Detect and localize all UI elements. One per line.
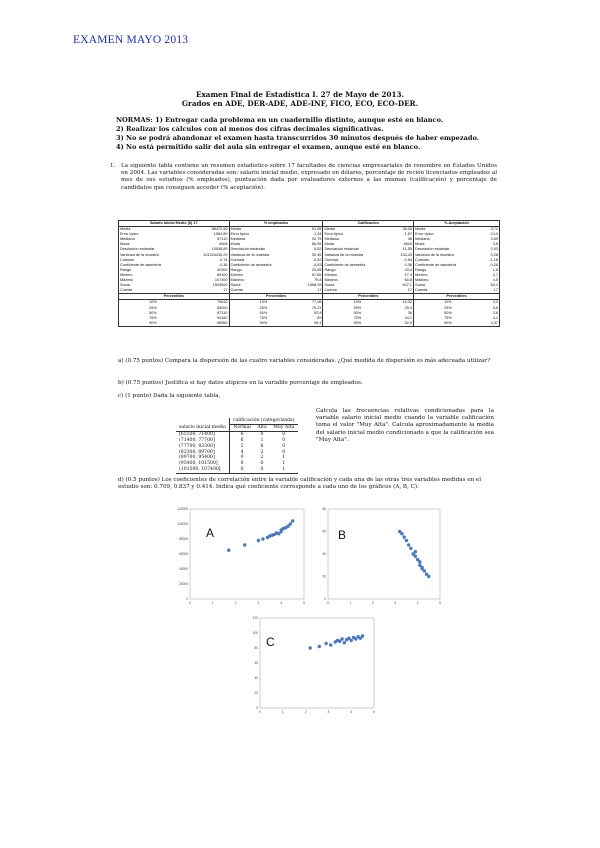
freq-count: 2 — [260, 449, 264, 455]
freq-table-body — [176, 431, 298, 473]
summary-stat-value: 2,7 — [482, 273, 500, 278]
x-tick-label: 3 — [394, 601, 397, 605]
freq-count: 0 — [282, 437, 286, 443]
exam-title: Examen Final de Estadística I. 27 de Mayo de 2013. — [196, 90, 404, 99]
scatter-point — [243, 543, 246, 546]
summary-stat-value: 1,87 — [391, 232, 413, 237]
scatter-plot-c — [240, 612, 380, 720]
summary-table — [118, 220, 500, 327]
summary-stat-label: Mediana — [415, 237, 430, 242]
rule-3: 3) No se podrá abandonar el examen hasta transcurridos 30 minutos después de haber empezado. — [116, 134, 480, 142]
summary-stat-value: #N/A — [391, 242, 413, 247]
x-tick-label: 4 — [416, 601, 419, 605]
summary-stat-label: Moda — [324, 242, 334, 247]
summary-stat-value: 92,79 — [297, 237, 323, 242]
y-tick-label: 40 — [254, 676, 258, 680]
summary-header: % Aceptación — [414, 221, 500, 227]
freq-count: 0 — [282, 449, 286, 455]
y-tick-label: 80 — [254, 646, 258, 650]
x-tick-label: 2 — [234, 601, 237, 605]
percentile-cell: 25% — [259, 305, 268, 310]
percentile-cell: 19,32 — [391, 300, 413, 306]
summary-stat-value: 647,1 — [391, 283, 413, 288]
percentile-cell: 10% — [259, 300, 268, 305]
summary-stat-label: Suma — [324, 283, 335, 288]
summary-stat-value: 30,45 — [297, 253, 323, 258]
summary-stat-label: Curtosis — [119, 258, 187, 263]
summary-stat-label: Mediana — [119, 237, 187, 242]
summary-stat-value: 91,65 — [297, 227, 323, 233]
summary-stat-label: Error típico — [324, 232, 344, 237]
question-1d: d) (0.5 puntos) Los coeficientes de correlación entre la variable calificación y cada una de las otras tres variables medidas en el estudio son: 0.709, 0.837 y 0.414. Indica qué coeficiente corresponde a cada uno de los gráficos (A, B, C). — [118, 477, 482, 491]
freq-count: 1 — [282, 461, 286, 467]
summary-stat-label: Desviación estándar — [324, 247, 359, 252]
scatter-point — [308, 646, 311, 649]
summary-stat-value: 20,55 — [297, 268, 323, 273]
freq-count: 0 — [282, 431, 286, 437]
scatter-point — [418, 560, 421, 563]
x-tick-label: 0 — [189, 601, 191, 605]
question-number: 1. — [110, 163, 116, 169]
scatter-point — [343, 641, 346, 644]
x-tick-label: 5 — [373, 710, 375, 714]
x-tick-label: 2 — [304, 710, 307, 714]
y-tick-label: 80000 — [179, 537, 188, 541]
rule-2: 2) Realizar los cálculos con al menos dos cifras decimales significativas. — [116, 125, 384, 133]
scatter-plot-b — [314, 503, 444, 611]
y-tick-label: 100 — [252, 631, 258, 635]
summary-stat-label: Media — [230, 227, 241, 232]
percentile-cell: 29,4 — [391, 306, 413, 311]
freq-count: 0 — [230, 467, 255, 473]
y-tick-label: 20 — [254, 691, 258, 695]
summary-stat-label: Varianza de la muestra — [415, 252, 454, 257]
percentile-cell: 25% — [444, 305, 452, 310]
summary-stat-value: -1,18 — [482, 258, 500, 263]
summary-table-body — [119, 227, 500, 294]
scatter-point — [261, 537, 264, 540]
freq-count: 6 — [230, 431, 255, 437]
summary-stat-value: 63,1 — [482, 283, 500, 288]
percentile-cell: 83000 — [187, 306, 229, 311]
scatter-point — [227, 549, 230, 552]
summary-stat-value: 17,4 — [391, 273, 413, 278]
freq-interval: (101500, 107400] — [176, 467, 230, 473]
scatter-point — [324, 642, 327, 645]
scatter-point — [329, 643, 332, 646]
summary-stat-label: Mínimo — [415, 272, 428, 277]
percentile-cell: 50% — [353, 310, 362, 315]
summary-stat-value: 67,65 — [297, 273, 323, 278]
summary-stat-label: Mediana — [230, 237, 246, 242]
percentiles-header: Percentiles — [414, 294, 500, 300]
y-tick-label: 100000 — [177, 522, 188, 526]
freq-interval: (83300, 89700] — [179, 449, 215, 455]
percentile-cell: 25% — [353, 305, 362, 310]
x-tick-label: 2 — [371, 601, 374, 605]
scatter-point — [414, 550, 417, 553]
percentile-cell: 4,37 — [482, 321, 500, 327]
x-tick-label: 1 — [281, 710, 284, 714]
summary-stat-value: 17 — [391, 288, 413, 294]
y-tick-label: 120000 — [177, 507, 188, 511]
plot-frame — [260, 618, 374, 708]
summary-stat-label: Máximo — [119, 278, 187, 283]
summary-stat-value: 101204435,29 — [187, 253, 229, 258]
freq-col-header: Normal — [230, 424, 255, 431]
percentile-cell: 25% — [119, 306, 187, 311]
summary-stat-value: 1558,05 — [297, 283, 323, 288]
summary-stat-label: Mínimo — [230, 272, 243, 277]
plot-label: B — [338, 528, 347, 542]
percentile-cell: 75615 — [187, 300, 229, 306]
summary-stat-value: -0,53 — [297, 263, 323, 268]
y-tick-label: 40000 — [179, 567, 188, 571]
summary-stat-value: -0,36 — [187, 263, 229, 268]
percentile-cell: 90% — [414, 321, 482, 327]
summary-stat-label: Suma — [230, 283, 241, 288]
summary-header: Calificación — [323, 221, 414, 227]
plot-frame — [190, 509, 304, 599]
summary-stat-value: 3,69 — [482, 237, 500, 242]
y-tick-label: 60000 — [179, 552, 188, 556]
summary-stat-label: Coeficiente de asimetría — [230, 262, 272, 267]
summary-stat-value: 0,36 — [391, 263, 413, 268]
summary-stat-label: Mediana — [324, 237, 340, 242]
summary-stat-label: Suma — [415, 283, 425, 288]
question-1c: c) (1 punto) Dada la siguiente tabla, — [118, 393, 221, 399]
summary-stat-value: 107400 — [187, 278, 229, 283]
percentile-cell: 10% — [119, 300, 187, 306]
y-tick-label: 0 — [186, 597, 188, 601]
summary-stat-label: Moda — [230, 242, 241, 247]
summary-stat-value: -0,74 — [187, 258, 229, 263]
percentiles-header: Percentiles — [229, 294, 323, 300]
summary-stat-value: 1564,89 — [187, 232, 229, 237]
y-tick-label: 20 — [322, 574, 326, 579]
percentiles-header: Percentiles — [323, 294, 414, 300]
summary-stat-label: Cuenta — [229, 288, 297, 294]
y-tick-label: 0 — [324, 597, 326, 601]
question-1-text: La siguiente tabla contiene un resumen estadístico sobre 17 facultades de ciencias empresariales de renombre en Estados Unidos en 2004. Las variables consideradas son: salario inicial medio, expresado en dólares, porcentaje de recién licenciados empleados al mes de sus estudios (% empleados), puntuación dada por evaluadores externos a las mismas (calificación) y porcentaje de candidatos que consiguen acceder (% aceptación). — [121, 163, 497, 191]
freq-count: 2 — [230, 444, 255, 450]
scatter-point — [402, 535, 405, 538]
summary-stat-label: Desviación estándar — [415, 247, 450, 252]
summary-stat-value: 43,4 — [391, 268, 413, 273]
y-tick-label: 80 — [322, 507, 326, 511]
summary-stat-label: Error típico — [415, 232, 434, 237]
summary-stat-value: 3,71 — [482, 227, 500, 233]
summary-stat-label: Varianza de la muestra — [119, 253, 187, 258]
scatter-point — [350, 639, 353, 642]
y-tick-label: 40 — [322, 552, 326, 556]
freq-interval: [65100, 71400] — [179, 431, 215, 437]
percentile-cell: 3,8 — [482, 311, 500, 316]
rule-1: NORMAS: 1) Entregar cada problema en un cuadernillo distinto, aunque esté en blanco. — [116, 116, 444, 124]
freq-count: 0 — [230, 461, 255, 467]
percentile-cell: 95,4 — [297, 321, 323, 327]
summary-stat-label: Desviación estándar — [119, 247, 187, 252]
summary-stat-value: 11,55 — [391, 247, 413, 252]
summary-stat-value: 3,5 — [482, 242, 500, 247]
summary-stat-label: Suma — [119, 283, 187, 288]
summary-stat-label: Rango — [119, 268, 187, 273]
summary-stat-label: Moda — [415, 242, 425, 247]
freq-count: 0 — [260, 461, 264, 467]
percentile-cell: 52,9 — [391, 321, 413, 327]
percentile-cell: 50% — [444, 310, 452, 315]
summary-stat-value: #N/A — [187, 242, 229, 247]
rule-4: 4) No está permitido salir del aula sin entregar el examen, aunque esté en blanco. — [116, 143, 421, 151]
scatter-point — [405, 539, 408, 542]
summary-stat-value: 36 — [391, 237, 413, 242]
scatter-point — [414, 555, 417, 558]
plot-label: A — [206, 526, 215, 540]
summary-stat-label: Coeficiente de asimetría — [119, 263, 187, 268]
percentile-cell: 4,1 — [482, 316, 500, 321]
summary-stat-value: 0,13 — [482, 232, 500, 237]
freq-count: 4 — [230, 450, 255, 456]
summary-stat-value: 60,8 — [391, 278, 413, 283]
freq-col-header: Muy Alta — [270, 424, 298, 431]
summary-stat-value: 0,53 — [482, 247, 500, 252]
summary-stat-value: 1,34 — [297, 232, 323, 237]
summary-stat-label: Coeficiente de asimetría — [415, 262, 456, 267]
freq-count: 6 — [230, 438, 255, 444]
freq-col-header: Alta — [254, 424, 270, 431]
scatter-point — [420, 567, 423, 570]
summary-stat-value: 17 — [297, 288, 323, 294]
percentile-cell: 94150 — [187, 316, 229, 321]
scatter-point — [361, 634, 364, 637]
freq-interval: (95400, 101500] — [179, 461, 218, 467]
summary-stat-value: 4,5 — [482, 278, 500, 283]
summary-header: % empleados — [229, 221, 323, 227]
summary-stat-label: Cuenta — [119, 288, 187, 294]
question-1c-instructions: Calcula las frecuencias relativas condicionadas para la variable salario inicial medio cuando la variable calificación toma el valor "Muy Alta". Calcula aproximadamente la media del salario inicial medio condicionado a que la calificación sea "Muy Alta". — [316, 408, 494, 443]
y-tick-label: 20000 — [179, 582, 188, 586]
scatter-point — [407, 543, 410, 546]
scatter-point — [257, 539, 260, 542]
summary-stat-label: Curtosis — [415, 257, 429, 262]
x-tick-label: 3 — [257, 601, 260, 605]
percentile-cell: 75% — [259, 315, 268, 320]
summary-stat-label: Media — [324, 227, 335, 232]
summary-stat-value: 79,8 — [297, 278, 323, 283]
scatter-point — [318, 645, 321, 648]
summary-stat-label: Desviación estándar — [230, 247, 265, 252]
summary-stat-label: Mínimo — [119, 273, 187, 278]
freq-count: 0 — [260, 431, 264, 437]
percentile-row — [119, 321, 500, 327]
summary-stat-label: Error típico — [230, 232, 250, 237]
summary-stat-label: Curtosis — [230, 257, 245, 262]
percentile-cell: 79,21 — [297, 306, 323, 311]
x-tick-label: 1 — [349, 601, 352, 605]
percentile-cell: 3,6 — [482, 306, 500, 311]
plot-label: C — [266, 635, 275, 649]
percentile-cell: 44,1 — [391, 316, 413, 321]
x-tick-label: 0 — [327, 601, 329, 605]
summary-stat-value: 87110 — [187, 237, 229, 242]
percentile-cell: 3,2 — [482, 300, 500, 306]
summary-stat-label: Varianza de la muestra — [324, 252, 364, 257]
freq-row — [176, 467, 298, 473]
summary-stat-label: Curtosis — [324, 257, 339, 262]
percentile-cell: 75% — [353, 315, 362, 320]
page-header: EXAMEN MAYO 2013 — [73, 34, 189, 46]
summary-stat-value: 5,52 — [297, 247, 323, 252]
freq-count: 1 — [260, 437, 264, 443]
frequency-table — [176, 418, 298, 474]
percentile-cell: 75% — [119, 316, 187, 321]
x-tick-label: 0 — [259, 710, 261, 714]
summary-stat-value: 17 — [187, 288, 229, 294]
summary-stat-label: Media — [119, 227, 187, 233]
summary-stat-value: 88470,59 — [187, 227, 229, 233]
summary-stat-label: Máximo — [324, 278, 338, 283]
x-tick-label: 3 — [327, 710, 330, 714]
percentile-cell: 87110 — [187, 311, 229, 316]
x-tick-label: 4 — [350, 710, 353, 714]
summary-stat-value: 10058,89 — [187, 247, 229, 252]
summary-stat-label: Máximo — [230, 278, 244, 283]
summary-header: Salario Inicial Medio ($) 17 — [119, 221, 230, 227]
percentile-cell: 90% — [229, 321, 297, 327]
summary-stat-label: Error típico — [119, 232, 187, 237]
summary-stat-value: 1,8 — [482, 268, 500, 273]
percentile-cell: 77,06 — [297, 300, 323, 306]
exam-subtitle: Grados en ADE, DER-ADE, ADE-INF, FICO, ECO, ECO-DER. — [181, 99, 419, 108]
percentile-cell: 10% — [353, 300, 362, 305]
y-tick-label: 120 — [252, 616, 258, 620]
summary-stat-value: -0,52 — [297, 258, 323, 263]
summary-stat-label: Máximo — [415, 278, 429, 283]
freq-count: 0 — [254, 467, 270, 473]
freq-count: 8 — [260, 443, 264, 449]
percentile-cell: 50% — [119, 311, 187, 316]
summary-stat-label: Cuenta — [414, 288, 482, 294]
y-tick-label: 60 — [254, 661, 258, 665]
summary-stat-value: 86,59 — [297, 242, 323, 247]
percentile-cell: 98550 — [187, 321, 229, 327]
summary-stat-value: -0,64 — [391, 258, 413, 263]
summary-stat-label: Rango — [230, 267, 242, 272]
percentile-cell: 90% — [119, 321, 187, 327]
freq-interval: (71400, 77700] — [179, 437, 215, 443]
summary-stat-value: 40300 — [187, 268, 229, 273]
summary-stat-label: Media — [415, 227, 426, 232]
scatter-plot-a — [170, 503, 310, 611]
scatter-point — [289, 522, 292, 525]
y-tick-label: 0 — [256, 706, 258, 710]
scatter-point — [400, 532, 403, 535]
percentile-cell: 50% — [259, 310, 268, 315]
plot-frame — [328, 509, 440, 599]
percentiles-header: Percentiles — [119, 294, 230, 300]
summary-stat-label: Mínimo — [324, 272, 337, 277]
question-1a: a) (0.75 puntos) Compara la dispersión de las cuatro variables consideradas. ¿Qué medida de dispersión es más adecuada utilizar? — [118, 358, 491, 364]
scatter-point — [409, 547, 412, 550]
summary-stat-label: Varianza de la muestra — [230, 252, 270, 257]
x-tick-label: 4 — [280, 601, 283, 605]
summary-stat-label: Cuenta — [323, 288, 391, 294]
scatter-point — [291, 519, 294, 522]
summary-stat-value: 65100 — [187, 273, 229, 278]
percentile-cell: 10% — [444, 300, 452, 305]
summary-stat-label: Moda — [119, 242, 187, 247]
freq-count: 0 — [230, 455, 255, 461]
x-tick-label: 5 — [439, 601, 441, 605]
scatter-point — [340, 637, 343, 640]
percentile-cell: 36 — [391, 311, 413, 316]
summary-stat-value: 17 — [482, 288, 500, 294]
y-tick-label: 60 — [322, 529, 326, 534]
scatter-point — [427, 575, 430, 578]
freq-row-header: salario inicial medio — [176, 424, 230, 431]
freq-group-label: calificación (categorizada) — [230, 418, 298, 424]
freq-count: 2 — [260, 455, 264, 461]
freq-count: 1 — [282, 455, 286, 461]
percentile-cell: 92,8 — [297, 311, 323, 316]
summary-stat-label: Rango — [324, 267, 336, 272]
percentile-cell: 75% — [444, 315, 452, 320]
summary-stat-label: Rango — [415, 267, 427, 272]
freq-count: 0 — [282, 443, 286, 449]
summary-stat-value: -0,26 — [482, 263, 500, 268]
question-1b: b) (0.75 puntos) Justifica si hay datos atípicos en la variable porcentaje de empleados. — [118, 380, 363, 386]
percentiles-table-body — [119, 294, 500, 327]
summary-stat-value: 38,06 — [391, 227, 413, 233]
summary-stat-value: 0,28 — [482, 253, 500, 258]
percentile-cell: 90% — [323, 321, 391, 327]
x-tick-label: 1 — [211, 601, 214, 605]
freq-interval: (89700, 95400] — [179, 455, 215, 461]
freq-interval: (77700, 83300] — [179, 443, 215, 449]
summary-stat-value: 133,43 — [391, 253, 413, 258]
summary-stat-label: Coeficiente de asimetría — [324, 262, 366, 267]
freq-count: 1 — [270, 467, 298, 473]
x-tick-label: 5 — [303, 601, 305, 605]
percentile-cell: 89 — [297, 316, 323, 321]
summary-stat-value: 1504000 — [187, 283, 229, 288]
